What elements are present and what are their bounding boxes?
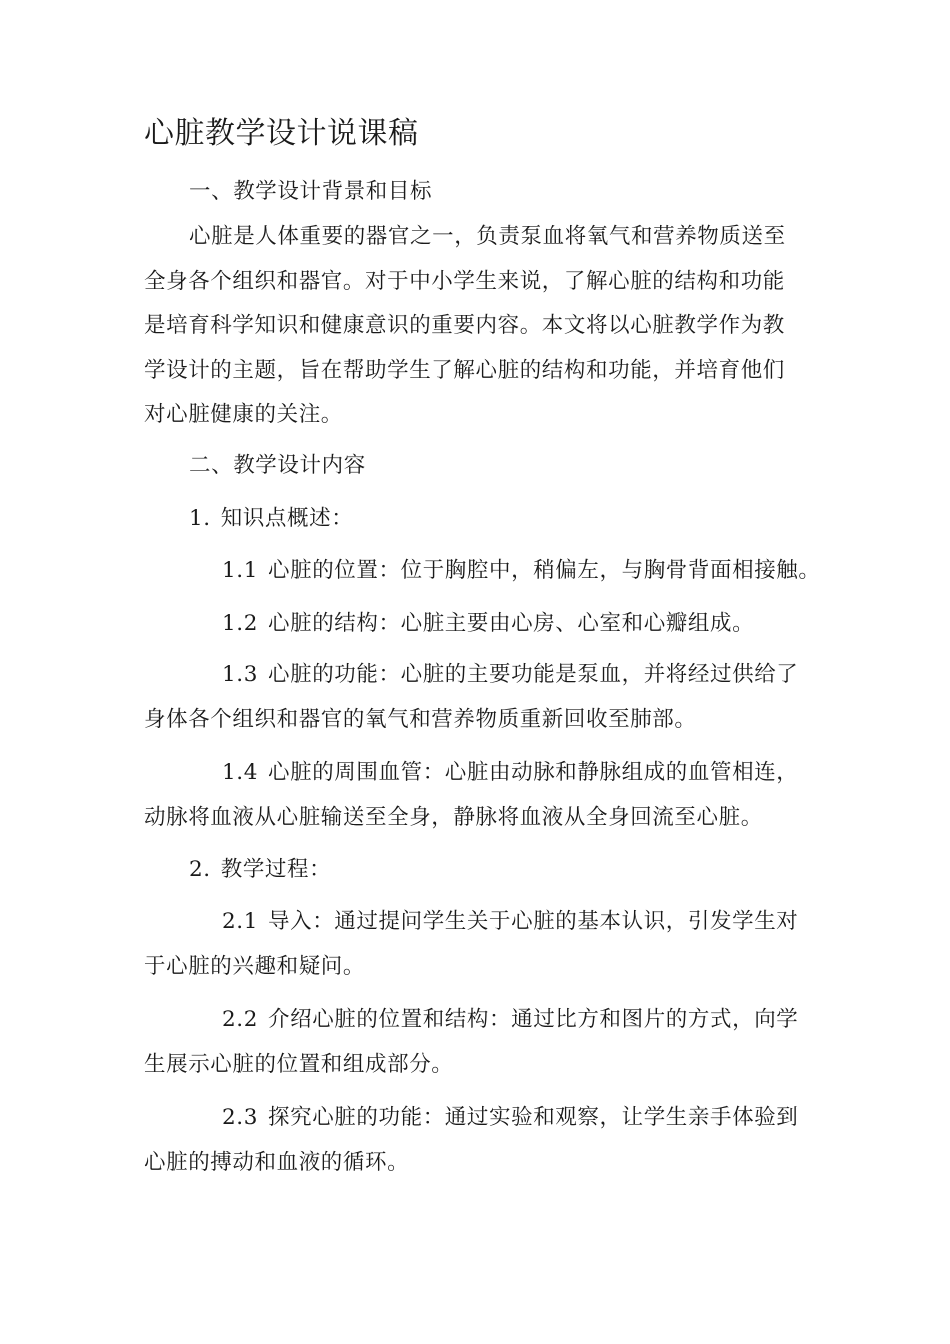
section-2-heading: 二、教学设计内容 — [189, 453, 366, 478]
item-number: 1.2 — [222, 611, 258, 636]
list-item — [144, 549, 821, 594]
item-number: 1.4 — [222, 760, 258, 785]
section-1-paragraph: 心脏是人体重要的器官之一，负责泵血将氧气和营养物质送至全身各个组织和器官。对于中小学生来说，了解心脏的结构和功能是培育科学知识和健康意识的重要内容。本文将以心脏教学作为教学设计的主题，旨在帮助学生了解心脏的结构和功能，并培育他们对心脏健康的关注。 — [144, 224, 786, 427]
part-1-number: 1. — [189, 506, 211, 531]
list-item — [144, 653, 804, 742]
item-text: 导入：通过提问学生关于心脏的基本认识，引发学生对于心脏的兴趣和疑问。 — [144, 909, 799, 979]
part-2-number: 2. — [189, 857, 211, 882]
part-1-heading — [144, 497, 353, 542]
list-item — [144, 602, 804, 647]
item-text: 心脏的位置：位于胸腔中，稍偏左，与胸骨背面相接触。 — [268, 558, 821, 583]
list-item — [144, 900, 804, 989]
part-1-title: 知识点概述： — [220, 506, 354, 531]
item-text: 探究心脏的功能：通过实验和观察，让学生亲手体验到心脏的搏动和血液的循环。 — [144, 1105, 799, 1175]
item-text: 介绍心脏的位置和结构：通过比方和图片的方式，向学生展示心脏的位置和组成部分。 — [144, 1007, 799, 1077]
item-number: 2.1 — [222, 909, 258, 934]
item-text: 心脏的功能：心脏的主要功能是泵血，并将经过供给了身体各个组织和器官的氧气和营养物质重新回收至肺部。 — [144, 662, 799, 732]
document-title: 心脏教学设计说课稿 — [144, 116, 419, 151]
list-item — [144, 998, 804, 1087]
section-1-heading: 一、教学设计背景和目标 — [189, 179, 433, 204]
item-text: 心脏的周围血管：心脏由动脉和静脉组成的血管相连，动脉将血液从心脏输送至全身，静脉将血液从全身回流至心脏。 — [144, 760, 799, 830]
part-2-title: 教学过程： — [220, 857, 332, 882]
item-number: 1.1 — [222, 558, 258, 583]
list-item — [144, 1096, 804, 1185]
list-item — [144, 751, 804, 840]
item-number: 2.2 — [222, 1007, 258, 1032]
part-2-heading — [144, 848, 331, 893]
item-text: 心脏的结构：心脏主要由心房、心室和心瓣组成。 — [268, 611, 755, 636]
item-number: 2.3 — [222, 1105, 258, 1130]
item-number: 1.3 — [222, 662, 258, 687]
